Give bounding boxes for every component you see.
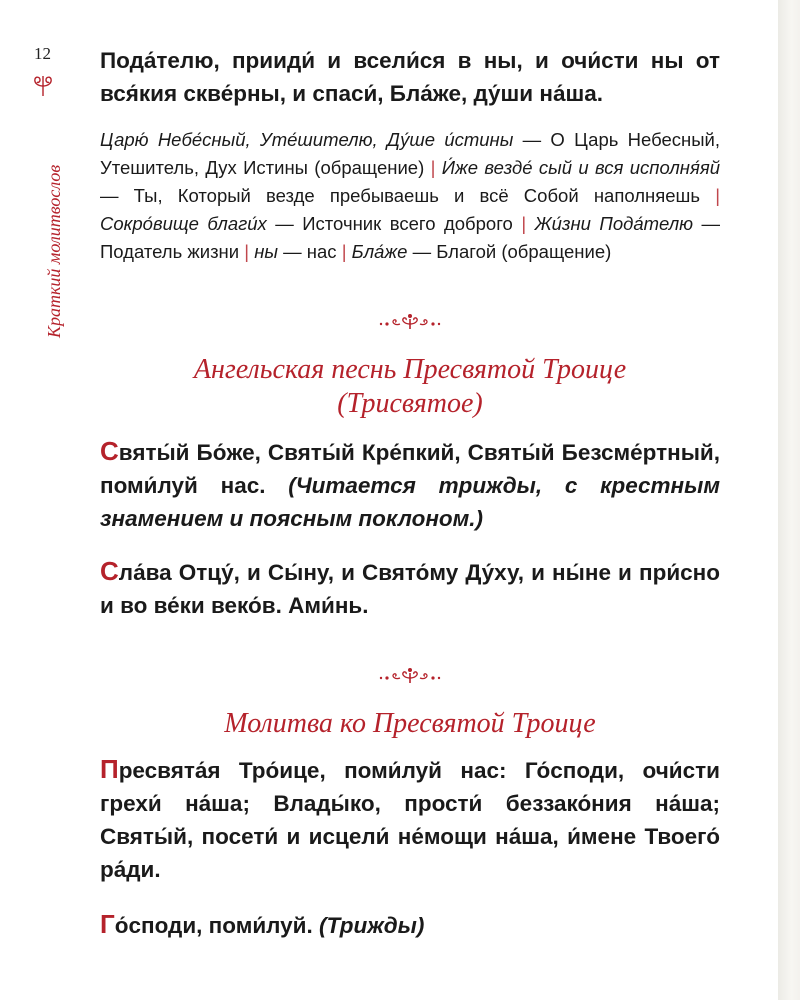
separator: | <box>244 241 250 262</box>
glossary-term: ны <box>254 241 279 262</box>
paragraph-text: о́споди, поми́луй. <box>114 913 313 938</box>
drop-initial: Г <box>100 909 115 939</box>
drop-initial: П <box>100 754 119 784</box>
lord-have-mercy-paragraph <box>100 908 720 942</box>
glossary-term: Царю́ Небе́сный, Уте́шителю, Ду́ше и́стины <box>100 129 514 150</box>
glossary-meaning: нас <box>306 241 337 262</box>
separator: | <box>715 185 721 206</box>
paragraph-text: ла́ва Отцу́, и Сы́ну, и Свято́му Ду́ху, и ны́не и при́сно и во ве́ки веко́в. Ами́нь. <box>100 560 720 618</box>
main-column <box>100 44 720 942</box>
paragraph-text: ресвята́я Тро́ице, поми́луй нас: Го́споди, очи́сти грехи́ на́ша; Влады́ко, прости́ беззако́ния на́ша; Святы́й, посети́ и исцели́ не́мощи на́ша, и́мене Твоего́ ра́ди. <box>100 758 720 882</box>
floral-ornament-icon <box>375 312 445 332</box>
section-title: Молитва ко Пресвятой Троице <box>224 708 596 739</box>
glossary-meaning: Ты, Который везде пребываешь и всё Собой наполняешь <box>133 185 701 206</box>
rubric-note: (Читается трижды, с крестным знамением и поясным поклоном.) <box>100 473 720 531</box>
separator: | <box>341 241 347 262</box>
glossary-meaning: Благой (обращение) <box>436 241 612 262</box>
trisagion-paragraph <box>100 435 720 535</box>
glossary-term: Сокро́вище благи́х <box>100 213 267 234</box>
floral-ornament-icon <box>375 666 445 686</box>
page-edge <box>778 0 800 1000</box>
trinity-prayer-paragraph <box>100 753 720 886</box>
section-subtitle: (Трисвятое) <box>337 388 483 419</box>
glossary-term: Бла́же <box>351 241 408 262</box>
glory-paragraph <box>100 555 720 622</box>
glossary-meaning: Источник всего доброго <box>302 213 513 234</box>
glossary-meaning: Податель жизни <box>100 241 240 262</box>
separator: | <box>430 157 436 178</box>
separator: | <box>521 213 527 234</box>
page-number: 12 <box>34 44 51 63</box>
prayer-ending: Пода́телю, прииди́ и всели́ся в ны, и очи́сти ны от вся́кия скве́рны, и спаси́, Бла́же, ду́ши на́ша. <box>100 48 720 106</box>
section-title: Ангельская песнь Пресвятой Троице <box>193 354 627 385</box>
glossary-term: Жи́зни Пода́телю <box>534 213 694 234</box>
glossary-term: И́же везде́ сый и вся исполня́яй <box>441 157 720 178</box>
glossary-meaning: О Царь Небесный, Утешитель, Дух Истины (обращение) <box>100 129 720 178</box>
rubric-note: (Трижды) <box>319 913 425 938</box>
drop-initial: С <box>100 556 119 586</box>
paragraph-text: вяты́й Бо́же, Святы́й Кре́пкий, Святы́й Безсме́ртный, поми́луй нас. <box>100 440 720 498</box>
glossary: Царю́ Небе́сный, Уте́шителю, Ду́ше и́стины — О Царь Небесный, Утешитель, Дух Истины (обращение) | И́же везде́ сый и вся исполня́яй — Ты, Который везде пребываешь и всё Собой наполняешь | Сокро́вище благи́х — Источник всего доброго | Жи́зни Пода́телю — Податель жизни | ны — нас | Бла́же — Благой (обращение) <box>100 129 721 262</box>
drop-initial: С <box>100 436 119 466</box>
running-title: Краткий молитвослов <box>44 164 64 338</box>
